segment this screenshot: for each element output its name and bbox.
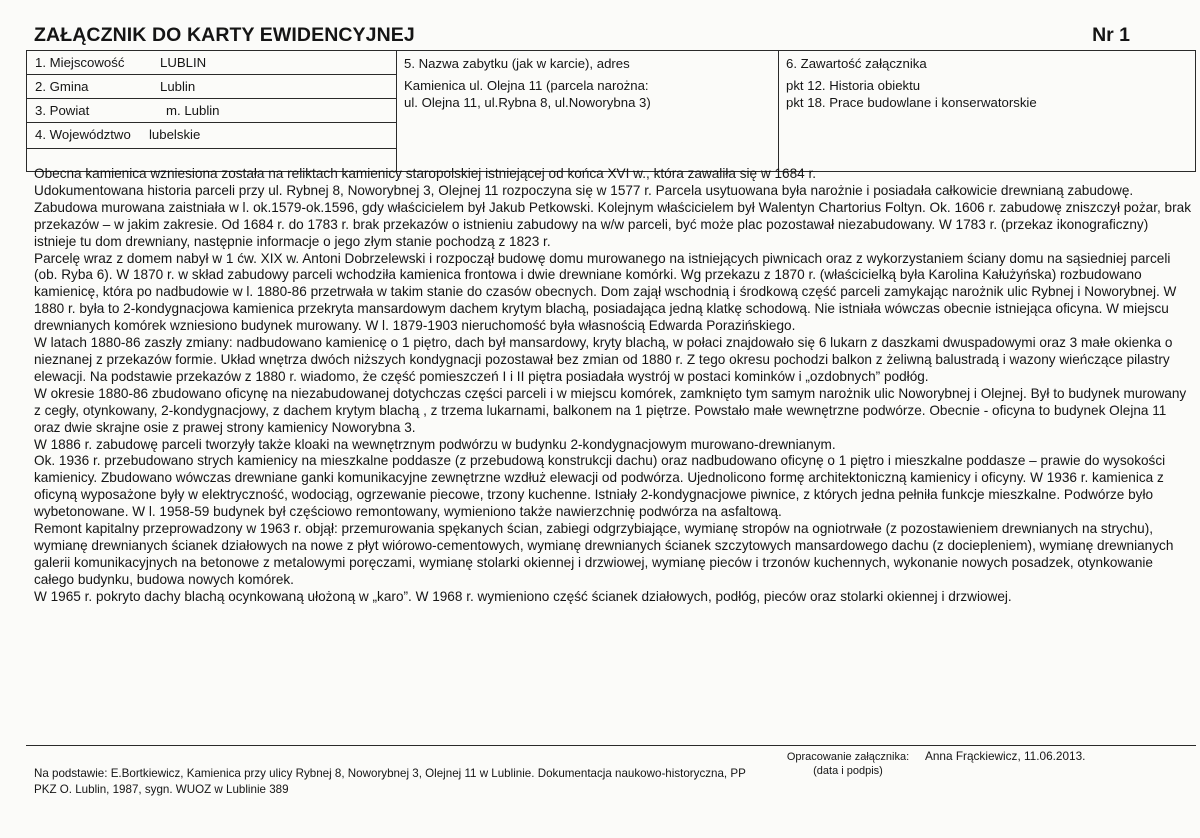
prepared-by-value: Anna Frąckiewicz, 11.06.2013.: [925, 749, 1086, 763]
paragraph: W 1886 r. zabudowę parceli tworzyły także kloaki na wewnętrznym podwórzu w budynku 2-kondygnacjowym murowano-drewnianym.: [34, 436, 836, 452]
monument-address: [404, 77, 774, 111]
monument-heading: 5. Nazwa zabytku (jak w karcie), adres: [404, 56, 630, 71]
contents-list: [786, 77, 1186, 111]
contents-item: pkt 12. Historia obiektu: [786, 78, 921, 93]
contents-heading: 6. Zawartość załącznika: [786, 56, 927, 71]
paragraph: Obecna kamienica wzniesiona została na reliktach kamienicy staropolskiej istniejącej od końca XVI w., która zawaliła się w 1684 r.: [34, 166, 817, 181]
field-label: 2. Gmina: [35, 79, 89, 94]
paragraph: Remont kapitalny przeprowadzony w 1963 r. objął: przemurowania spękanych ścian, zabiegi odgrzybiające, wymianę stropów na ogniotrwałe (z pozostawieniem drewnianych na strychu), wymianę drewnianych ścianek działowych na nowe z płyt wiórowo-cementowych, wymianę drewnianych ścianek szczytowych mansardowego dachu (z dociepleniem), wymianę drewnianych galerii komunikacyjnych na betonowe z metalowymi poręczami, wymianę stolarki okiennej i drzwiowej, wymianę pieców i trzonów kuchennych, wykonanie nowych posadzek, otynkowanie całego budynku, budowa nowych komórek.: [34, 521, 1174, 587]
paragraph: W okresie 1880-86 zbudowano oficynę na niezabudowanej dotychczas części parceli i w miejscu komórek, zamknięto tym samym narożnik ulic Noworybnej i Olejnej. Był to budynek murowany z cegły, otynkowany, 2-kondygnacjowy, z dachem krytym blachą , z trzema lukarnami, balkonem na 1 piętrze. Powstało małe wewnętrzne podwórze. Obecnie - oficyna to budynek Olejna 11 oraz dwie skrajne osie z prawej strony kamienicy Noworybna 3.: [34, 385, 1187, 435]
paragraph: W latach 1880-86 zaszły zmiany: nadbudowano kamienicę o 1 piętro, dach był mansardowy, kryty blachą, w połaci znajdowało się 6 lukarn z daszkami dwuspadowymi oraz 3 małe okienka o nieznanej z przekazów formie. Układ wnętrza dwóch niższych kondygnacji pozostawał bez zmian od 1880 r. Z tego okresu pochodzi balkon z żeliwną balustradą i wazony wieńczące pilastry elewacji. Na podstawie przekazów z 1880 r. wiadomo, że część pomieszczeń I i II piętra posiadała wystrój w postaci kominków i „ozdobnych” podłóg.: [34, 335, 1173, 384]
paragraph: W 1965 r. pokryto dachy blachą ocynkowaną ułożoną w „karo”. W 1968 r. wymieniono część ścianek działowych, podłóg, pieców oraz stolarki okiennej i drzwiowej.: [34, 588, 1012, 604]
prepared-label-text: Opracowanie załącznika:: [786, 751, 910, 763]
source-note: Na podstawie: E.Bortkiewicz, Kamienica przy ulicy Rybnej 8, Noworybnej 3, Olejnej 11 w Lublinie. Dokumentacja naukowo-historyczna, PP PKZ O. Lublin, 1987, sygn. WUOZ w Lublinie 389: [34, 767, 746, 796]
paragraph: Parcelę wraz z domem nabył w 1 ćw. XIX w. Antoni Dobrzelewski i rozpoczął budowę domu murowanego na istniejących piwnicach oraz z wykorzystaniem ściany domu na sąsiedniej parceli (ob. Ryba 6). W 1870 r. w skład zabudowy parceli wchodziła kamienica frontowa i dwie drewniane komórki. Wg przekazu z 1870 r. (właścicielką była Karolina Kałużyńska) rozbudowano kamienicę, która po nadbudowie w l. 1880-86 przetrwała w takim stanie do czasów obecnych. Dom zajął wschodnią i środkową część parceli zamykając narożnik ulic Rybnej i Noworybnej. W 1880 r. była to 2-kondygnacjowa kamienica przekryta mansardowym dachem krytym blachą, posiadająca jedną klatkę schodową. Nie istniała wówczas obecnie istniejąca oficyna. W miejscu drewnianych komórek wzniesiono budynek murowany. W l. 1879-1903 nieruchomość była własnością Edwarda Porazińskiego.: [34, 250, 1177, 334]
field-value: LUBLIN: [160, 55, 207, 70]
field-voivodeship: [27, 123, 396, 149]
document-number: Nr 1: [1092, 24, 1130, 46]
document-page: [26, 22, 1190, 832]
contents-item: pkt 18. Prace budowlane i konserwatorskie: [786, 95, 1037, 110]
info-table: [26, 50, 1196, 172]
field-county: [27, 99, 396, 123]
field-label: 4. Województwo: [35, 127, 131, 142]
header: [34, 24, 1184, 50]
field-locality: [27, 51, 396, 75]
field-label: 3. Powiat: [35, 103, 90, 118]
page-title: ZAŁĄCZNIK DO KARTY EWIDENCYJNEJ: [34, 24, 415, 46]
field-value: m. Lublin: [166, 103, 220, 118]
field-value: Lublin: [160, 79, 196, 94]
field-commune: [27, 75, 396, 99]
contents-cell: [778, 51, 1195, 171]
prepared-sub-text: (data i podpis): [813, 765, 883, 777]
monument-line: Kamienica ul. Olejna 11 (parcela narożna:: [404, 78, 649, 93]
location-fields: [27, 51, 397, 171]
history-text: [34, 166, 1194, 606]
monument-line: ul. Olejna 11, ul.Rybna 8, ul.Noworybna 3): [404, 95, 651, 110]
footer-divider: [26, 745, 1196, 746]
paragraph: Udokumentowana historia parceli przy ul. Rybnej 8, Noworybnej 3, Olejnej 11 rozpoczyna się w 1577 r. Parcela usytuowana była narożnie i posiadała całkowicie drewnianą zabudowę. Zabudowa murowana zaistniała w l. ok.1579-ok.1596, gdy właścicielem był Jakub Petkowski. Kolejnym właścicielem był Walentyn Chartorius Foltyn. Ok. 1606 r. zabudowę zniszczył pożar, brak przekazów – w jakim zakresie. Od 1684 r. do 1783 r. brak przekazów o istnieniu zabudowy na w/w parceli, być może plac pozostawał niezabudowany. W 1783 r. (przekaz ikonograficzny) istnieje tu dom drewniany, następnie informacje o jego złym stanie pochodzą z 1823 r.: [34, 182, 1191, 249]
monument-cell: [396, 51, 779, 171]
paragraph: Ok. 1936 r. przebudowano strych kamienicy na mieszkalne poddasze (z przebudową konstrukcji dachu) oraz nadbudowano oficynę o 1 piętro i mieszkalne poddasze – prawie do wysokości kamienicy. Zbudowano wówczas drewniane ganki komunikacyjne zewnętrzne wzdłuż elewacji od podwórza. Ujednolicono formę architektoniczną kamienicy i oficyny. W 1936 r. kamienica z oficyną wyposażone były w elektryczność, wodociąg, ogrzewanie piecowe, trzony kuchenne. Istniały 2-kondygnacjowe piwnice, z których jedna pełniła funkcje mieszkalne. Podwórze było wybetonowane. W l. 1958-59 budynek był częściowo remontowany, wymieniono także nawierzchnię podwórza na asfaltową.: [34, 453, 1166, 520]
field-value: lubelskie: [149, 127, 201, 142]
prepared-by-label: [778, 750, 918, 778]
field-label: 1. Miejscowość: [35, 55, 125, 70]
